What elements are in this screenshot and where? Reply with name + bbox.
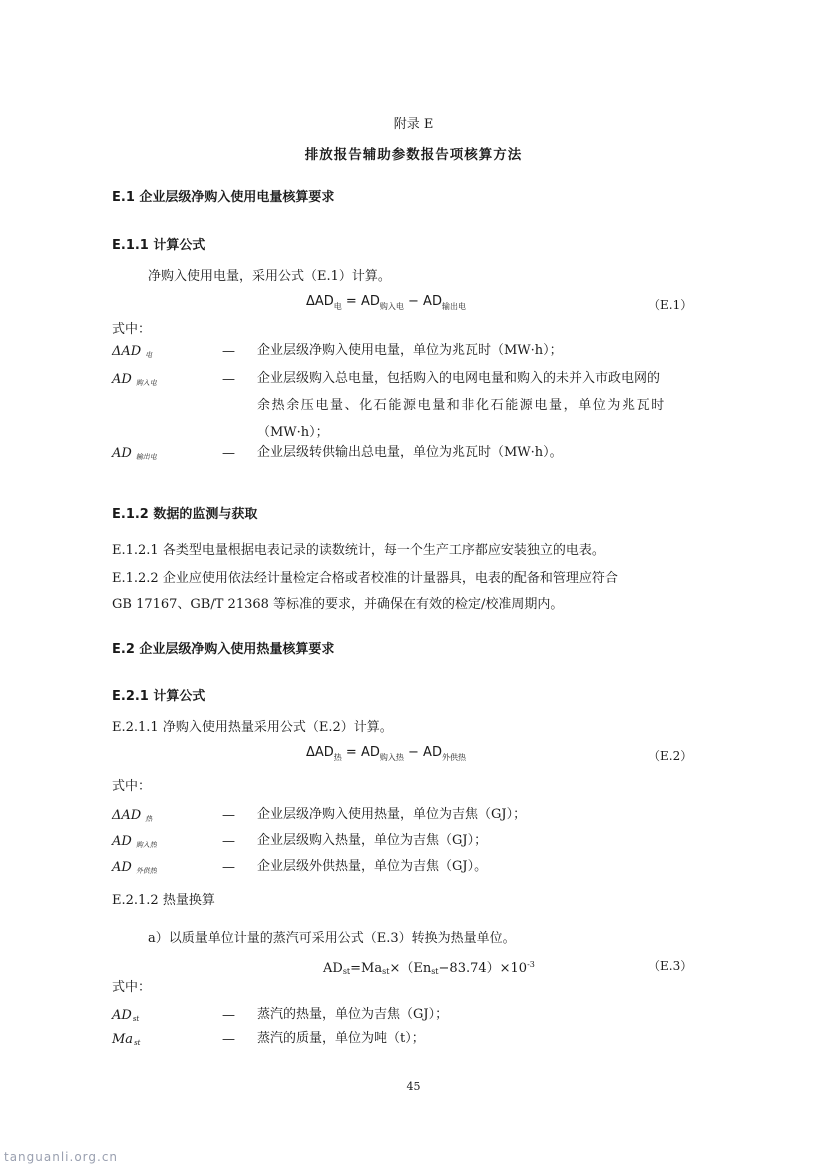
- equation-e2-number: （E.2）: [648, 749, 693, 763]
- eq-sub: 外供热: [441, 753, 466, 762]
- paragraph-e2-1-2: E.2.1.2 热量换算: [112, 893, 215, 908]
- eq-term: =Ma: [350, 961, 383, 976]
- definition-dash: —: [222, 808, 235, 823]
- eq-sub: 购入电: [379, 302, 404, 311]
- definition-text-line: （MW·h）；: [257, 425, 329, 440]
- section-e1-2-heading: E.1.2 数据的监测与获取: [112, 507, 258, 522]
- where-label: 式中：: [112, 980, 152, 995]
- equation-e3-number: （E.3）: [648, 959, 693, 973]
- where-label: 式中：: [112, 322, 152, 337]
- symbol-sub: 购入热: [135, 841, 157, 849]
- eq-term: AD: [423, 294, 442, 309]
- paragraph-e1-2-2-cont: GB 17167、GB/T 21368 等标准的要求，并确保在有效的检定/校准周期内。: [112, 597, 564, 612]
- page-number: 45: [406, 1080, 421, 1093]
- definition-symbol: [112, 808, 152, 823]
- definition-dash: —: [222, 1008, 235, 1023]
- eq-term: ×（En: [389, 961, 432, 976]
- equation-e3: [323, 957, 535, 976]
- eq-sub: 电: [333, 302, 342, 311]
- symbol: AD: [112, 860, 132, 875]
- symbol-sub: 热: [145, 815, 153, 823]
- eq-sub: 输出电: [441, 302, 466, 311]
- symbol: AD: [112, 834, 132, 849]
- definition-text-line: 企业层级购入总电量，包括购入的电网电量和购入的未并入市政电网的: [257, 371, 661, 386]
- definition-text: 企业层级净购入使用热量，单位为吉焦（GJ）；: [257, 807, 527, 822]
- eq-term: AD: [423, 745, 442, 760]
- definition-text: 企业层级净购入使用电量，单位为兆瓦时（MW·h）；: [257, 343, 563, 358]
- equation-e1-number: （E.1）: [648, 298, 693, 312]
- definition-dash: —: [222, 344, 235, 359]
- eq-sign: −: [403, 745, 424, 760]
- definition-symbol: [112, 1008, 139, 1023]
- eq-term: AD: [360, 294, 380, 309]
- symbol: AD: [112, 446, 132, 461]
- symbol: Ma: [112, 1032, 134, 1047]
- eq-sub: 购入热: [379, 753, 404, 762]
- section-e2-heading: E.2 企业层级净购入使用热量核算要求: [112, 642, 335, 657]
- definition-symbol: [112, 834, 157, 849]
- definition-symbol: [112, 1032, 140, 1047]
- definition-text: 企业层级外供热量，单位为吉焦（GJ）。: [257, 859, 488, 874]
- equation-e2: [306, 745, 466, 760]
- section-e2-1-heading: E.2.1 计算公式: [112, 689, 206, 704]
- symbol: ΔAD: [112, 344, 142, 359]
- eq-sub: st: [382, 967, 390, 976]
- definition-symbol: [112, 860, 157, 875]
- definition-text: 企业层级购入热量，单位为吉焦（GJ）；: [257, 833, 488, 848]
- eq-sign: =: [341, 745, 361, 760]
- definition-dash: —: [222, 860, 235, 875]
- eq-term: AD: [360, 745, 380, 760]
- paragraph-e1-2-2: E.1.2.2 企业应使用依法经计量检定合格或者校准的计量器具，电表的配备和管理应符合: [112, 571, 618, 586]
- symbol-sub: 输出电: [135, 453, 157, 461]
- definition-dash: —: [222, 1032, 235, 1047]
- definition-symbol: [112, 372, 157, 387]
- definition-text: 蒸汽的热量，单位为吉焦（GJ）；: [257, 1007, 449, 1022]
- symbol-sub: 电: [145, 351, 153, 359]
- eq-term: AD: [323, 961, 343, 976]
- equation-e1: [306, 294, 466, 309]
- eq-term: ΔAD: [306, 745, 334, 760]
- definition-text-line: 余热余压电量、化石能源电量和非化石能源电量，单位为兆瓦时: [257, 398, 666, 413]
- eq-sup: -3: [527, 960, 535, 969]
- definition-symbol: [112, 446, 157, 461]
- section-e1-1-heading: E.1.1 计算公式: [112, 238, 206, 253]
- symbol: AD: [112, 1008, 132, 1023]
- eq-sub: 热: [333, 753, 342, 762]
- definition-text: 企业层级转供输出总电量，单位为兆瓦时（MW·h）。: [257, 445, 563, 460]
- symbol-sub: st: [132, 1015, 140, 1023]
- symbol: AD: [112, 372, 132, 387]
- eq-term: ΔAD: [306, 294, 334, 309]
- definition-text: 蒸汽的质量，单位为吨（t）；: [257, 1031, 425, 1046]
- symbol-sub: st: [134, 1039, 141, 1047]
- eq-sub: st: [431, 967, 439, 976]
- where-label: 式中：: [112, 779, 152, 794]
- e1-intro: 净购入使用电量，采用公式（E.1）计算。: [148, 269, 391, 284]
- appendix-title: 排放报告辅助参数报告项核算方法: [304, 147, 523, 163]
- symbol-sub: 购入电: [135, 379, 157, 387]
- eq-term: −83.74）×10: [438, 961, 528, 976]
- symbol: ΔAD: [112, 808, 142, 823]
- appendix-label: 附录 E: [393, 117, 434, 132]
- symbol-sub: 外供热: [135, 867, 157, 875]
- eq-sign: −: [403, 294, 424, 309]
- list-item-a: a）以质量单位计量的蒸汽可采用公式（E.3）转换为热量单位。: [148, 931, 516, 946]
- definition-symbol: [112, 344, 152, 359]
- eq-sign: =: [341, 294, 361, 309]
- definition-dash: —: [222, 834, 235, 849]
- paragraph-e2-1-1: E.2.1.1 净购入使用热量采用公式（E.2）计算。: [112, 720, 393, 735]
- definition-dash: —: [222, 372, 235, 387]
- watermark: tanguanli.org.cn: [4, 1150, 119, 1164]
- paragraph-e1-2-1: E.1.2.1 各类型电量根据电表记录的读数统计，每一个生产工序都应安装独立的电表。: [112, 543, 605, 558]
- section-e1-heading: E.1 企业层级净购入使用电量核算要求: [112, 190, 335, 205]
- eq-sub: st: [342, 967, 351, 976]
- definition-dash: —: [222, 446, 235, 461]
